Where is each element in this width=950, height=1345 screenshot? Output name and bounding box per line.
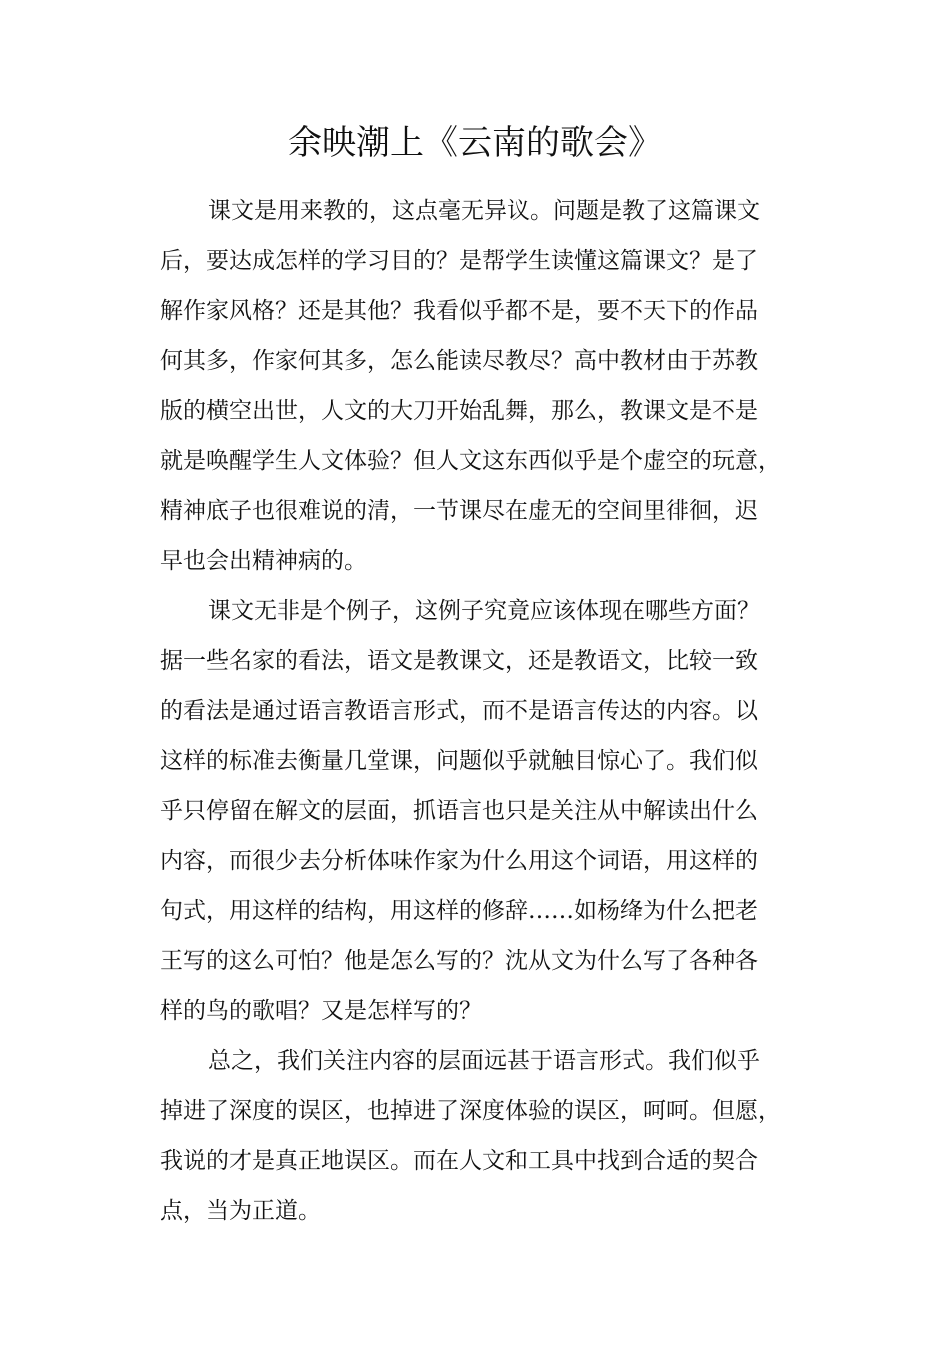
- paragraph-1-line-4: 何其多，作家何其多，怎么能读尽教尽？高中教材由于苏教: [160, 348, 758, 374]
- paragraph-2-line-1: 课文无非是个例子，这例子究竟应该体现在哪些方面？: [208, 598, 760, 624]
- paragraph-1-line-2: 后，要达成怎样的学习目的？是帮学生读懂这篇课文？是了: [160, 248, 758, 274]
- paragraph-1-line-6: 就是唤醒学生人文体验？但人文这东西似乎是个虚空的玩意，: [160, 448, 781, 474]
- paragraph-1-line-8: 早也会出精神病的。: [160, 548, 367, 574]
- paragraph-3-line-1: 总之，我们关注内容的层面远甚于语言形式。我们似乎: [208, 1048, 760, 1074]
- paragraph-2-line-9: 样的鸟的歌唱？又是怎样写的？: [160, 998, 482, 1024]
- paragraph-2-line-4: 这样的标准去衡量几堂课，问题似乎就触目惊心了。我们似: [160, 748, 758, 774]
- paragraph-2-line-8: 王写的这么可怕？他是怎么写的？沈从文为什么写了各种各: [160, 948, 758, 974]
- paragraph-2-line-6: 内容，而很少去分析体味作家为什么用这个词语，用这样的: [160, 848, 758, 874]
- document-title: 余映潮上《云南的歌会》: [288, 123, 662, 163]
- paragraph-1-line-7: 精神底子也很难说的清，一节课尽在虚无的空间里徘徊，迟: [160, 498, 758, 524]
- paragraph-2-line-7: 句式，用这样的结构，用这样的修辞……如杨绛为什么把老: [160, 898, 758, 924]
- paragraph-3-line-4: 点，当为正道。: [160, 1198, 321, 1224]
- paragraph-2-line-3: 的看法是通过语言教语言形式，而不是语言传达的内容。以: [160, 698, 758, 724]
- paragraph-2-line-5: 乎只停留在解文的层面，抓语言也只是关注从中解读出什么: [160, 798, 758, 824]
- paragraph-3-line-3: 我说的才是真正地误区。而在人文和工具中找到合适的契合: [160, 1148, 758, 1174]
- paragraph-3-line-2: 掉进了深度的误区，也掉进了深度体验的误区，呵呵。但愿，: [160, 1098, 781, 1124]
- paragraph-1-line-3: 解作家风格？还是其他？我看似乎都不是，要不天下的作品: [160, 298, 758, 324]
- paragraph-1-line-1: 课文是用来教的，这点毫无异议。问题是教了这篇课文: [208, 198, 760, 224]
- paragraph-1-line-5: 版的横空出世，人文的大刀开始乱舞，那么，教课文是不是: [160, 398, 758, 424]
- document-body: [160, 186, 781, 1236]
- paragraph-2-line-2: 据一些名家的看法，语文是教课文，还是教语文，比较一致: [160, 648, 758, 674]
